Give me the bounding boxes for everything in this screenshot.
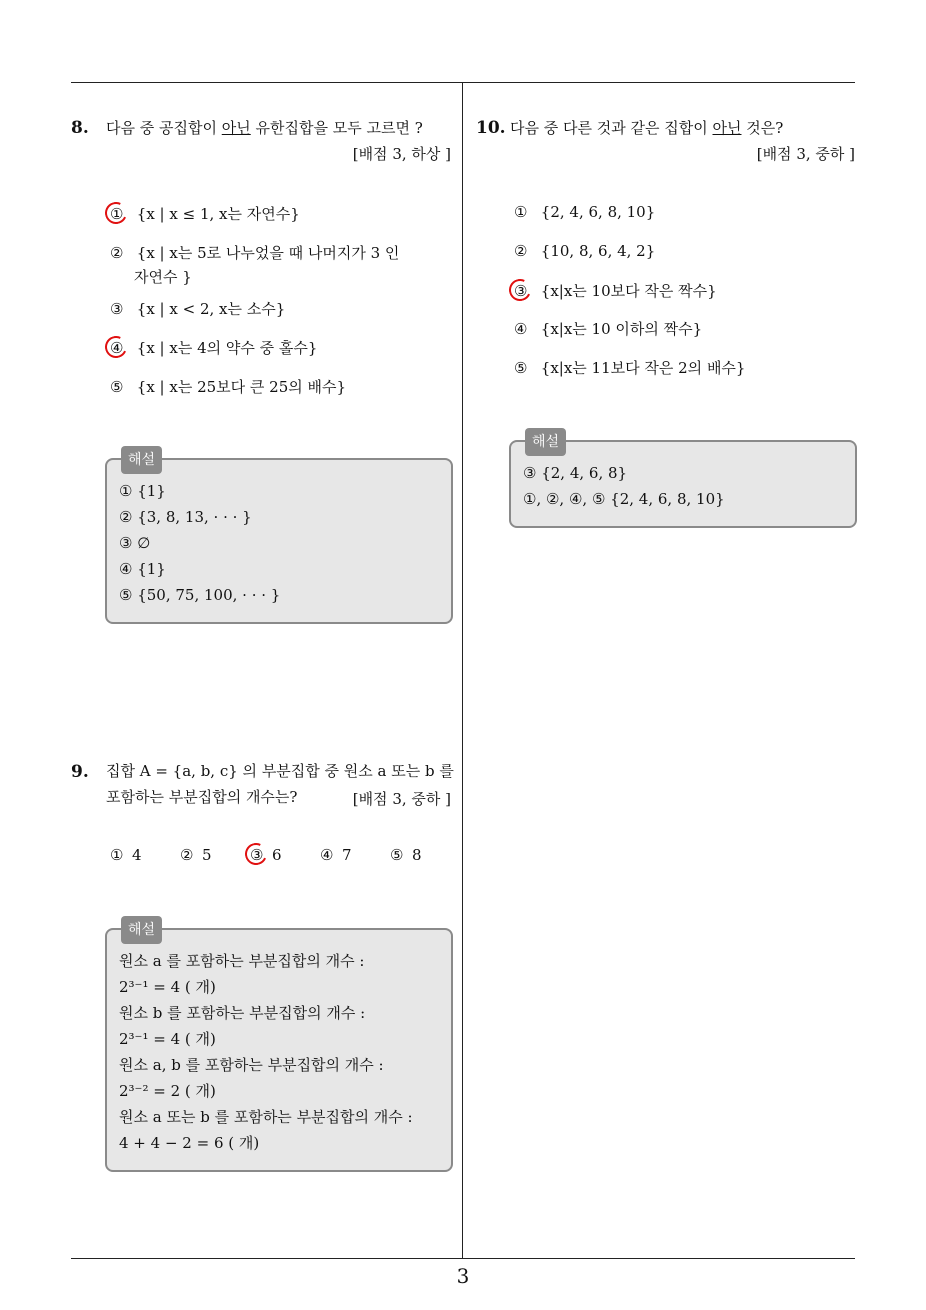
solution-line: ① {1}	[119, 482, 166, 500]
q8-option-1[interactable]: ① {x | x ≤ 1, x는 자연수}	[110, 203, 300, 224]
solution-line: 원소 a 를 포함하는 부분집합의 개수 :	[119, 952, 365, 970]
q8-points: [배점 3, 하상 ]	[352, 145, 451, 163]
q10-option-3[interactable]: ③ {x|x는 10보다 작은 짝수}	[514, 280, 717, 301]
q9-option-1[interactable]: ① 4	[110, 846, 142, 864]
q8-option-2[interactable]: ② {x | x는 5로 나누었을 때 나머지가 3 인 자연수 }	[110, 244, 400, 286]
q8-solution-box	[105, 452, 453, 624]
column-divider	[462, 83, 463, 1259]
solution-line: ④ {1}	[119, 560, 166, 578]
q9-option-2[interactable]: ② 5	[180, 846, 212, 864]
q10-solution-box	[509, 434, 857, 528]
solution-line: ①, ②, ④, ⑤ {2, 4, 6, 8, 10}	[523, 490, 725, 508]
q9-question-line1: 집합 A = {a, b, c} 의 부분집합 중 원소 a 또는 b 를	[106, 762, 454, 780]
answer-mark-icon	[102, 333, 130, 361]
q9-question-line2: 포함하는 부분집합의 개수는?	[106, 788, 298, 806]
solution-line: 2³⁻¹ = 4 ( 개)	[119, 978, 216, 996]
bottom-rule	[71, 1258, 855, 1259]
solution-line: ③ {2, 4, 6, 8}	[523, 464, 628, 482]
solution-line: 원소 a, b 를 포함하는 부분집합의 개수 :	[119, 1056, 384, 1074]
solution-line: 원소 b 를 포함하는 부분집합의 개수 :	[119, 1004, 366, 1022]
answer-mark-icon	[102, 199, 130, 227]
q10-option-4[interactable]: ④ {x|x는 10 이하의 짝수}	[514, 320, 703, 338]
solution-line: ⑤ {50, 75, 100, · · · }	[119, 586, 281, 604]
q8-question: 다음 중 공집합이 아닌 유한집합을 모두 고르면 ?	[106, 119, 423, 137]
top-rule	[71, 82, 855, 83]
q10-option-5[interactable]: ⑤ {x|x는 11보다 작은 2의 배수}	[514, 359, 746, 377]
q9-number: 9.	[71, 762, 89, 782]
solution-label: 해설	[121, 916, 162, 944]
solution-line: 원소 a 또는 b 를 포함하는 부분집합의 개수 :	[119, 1108, 413, 1126]
q9-option-5[interactable]: ⑤ 8	[390, 846, 422, 864]
q10-option-2[interactable]: ② {10, 8, 6, 4, 2}	[514, 242, 656, 260]
answer-mark-icon	[506, 276, 534, 304]
q10-number: 10.	[476, 118, 506, 138]
q9-option-3[interactable]: ③ 6	[250, 846, 282, 864]
q9-points: [배점 3, 중하 ]	[352, 790, 451, 808]
q9-option-4[interactable]: ④ 7	[320, 846, 352, 864]
solution-line: 2³⁻² = 2 ( 개)	[119, 1082, 216, 1100]
q9-solution-box	[105, 922, 453, 1172]
solution-line: ③ ∅	[119, 534, 151, 552]
q8-option-4[interactable]: ④ {x | x는 4의 약수 중 홀수}	[110, 337, 317, 358]
q10-question: 다음 중 다른 것과 같은 집합이 아닌 것은?	[510, 119, 784, 137]
solution-line: 2³⁻¹ = 4 ( 개)	[119, 1030, 216, 1048]
page-number: 3	[456, 1264, 470, 1288]
solution-line: 4 + 4 − 2 = 6 ( 개)	[119, 1134, 260, 1152]
solution-label: 해설	[525, 428, 566, 456]
q8-number: 8.	[71, 118, 89, 138]
solution-label: 해설	[121, 446, 162, 474]
q8-option-3[interactable]: ③ {x | x < 2, x는 소수}	[110, 300, 286, 318]
q10-points: [배점 3, 중하 ]	[756, 145, 855, 163]
q10-option-1[interactable]: ① {2, 4, 6, 8, 10}	[514, 203, 656, 221]
solution-line: ② {3, 8, 13, · · · }	[119, 508, 252, 526]
q8-option-5[interactable]: ⑤ {x | x는 25보다 큰 25의 배수}	[110, 378, 347, 396]
answer-mark-icon	[242, 840, 270, 868]
